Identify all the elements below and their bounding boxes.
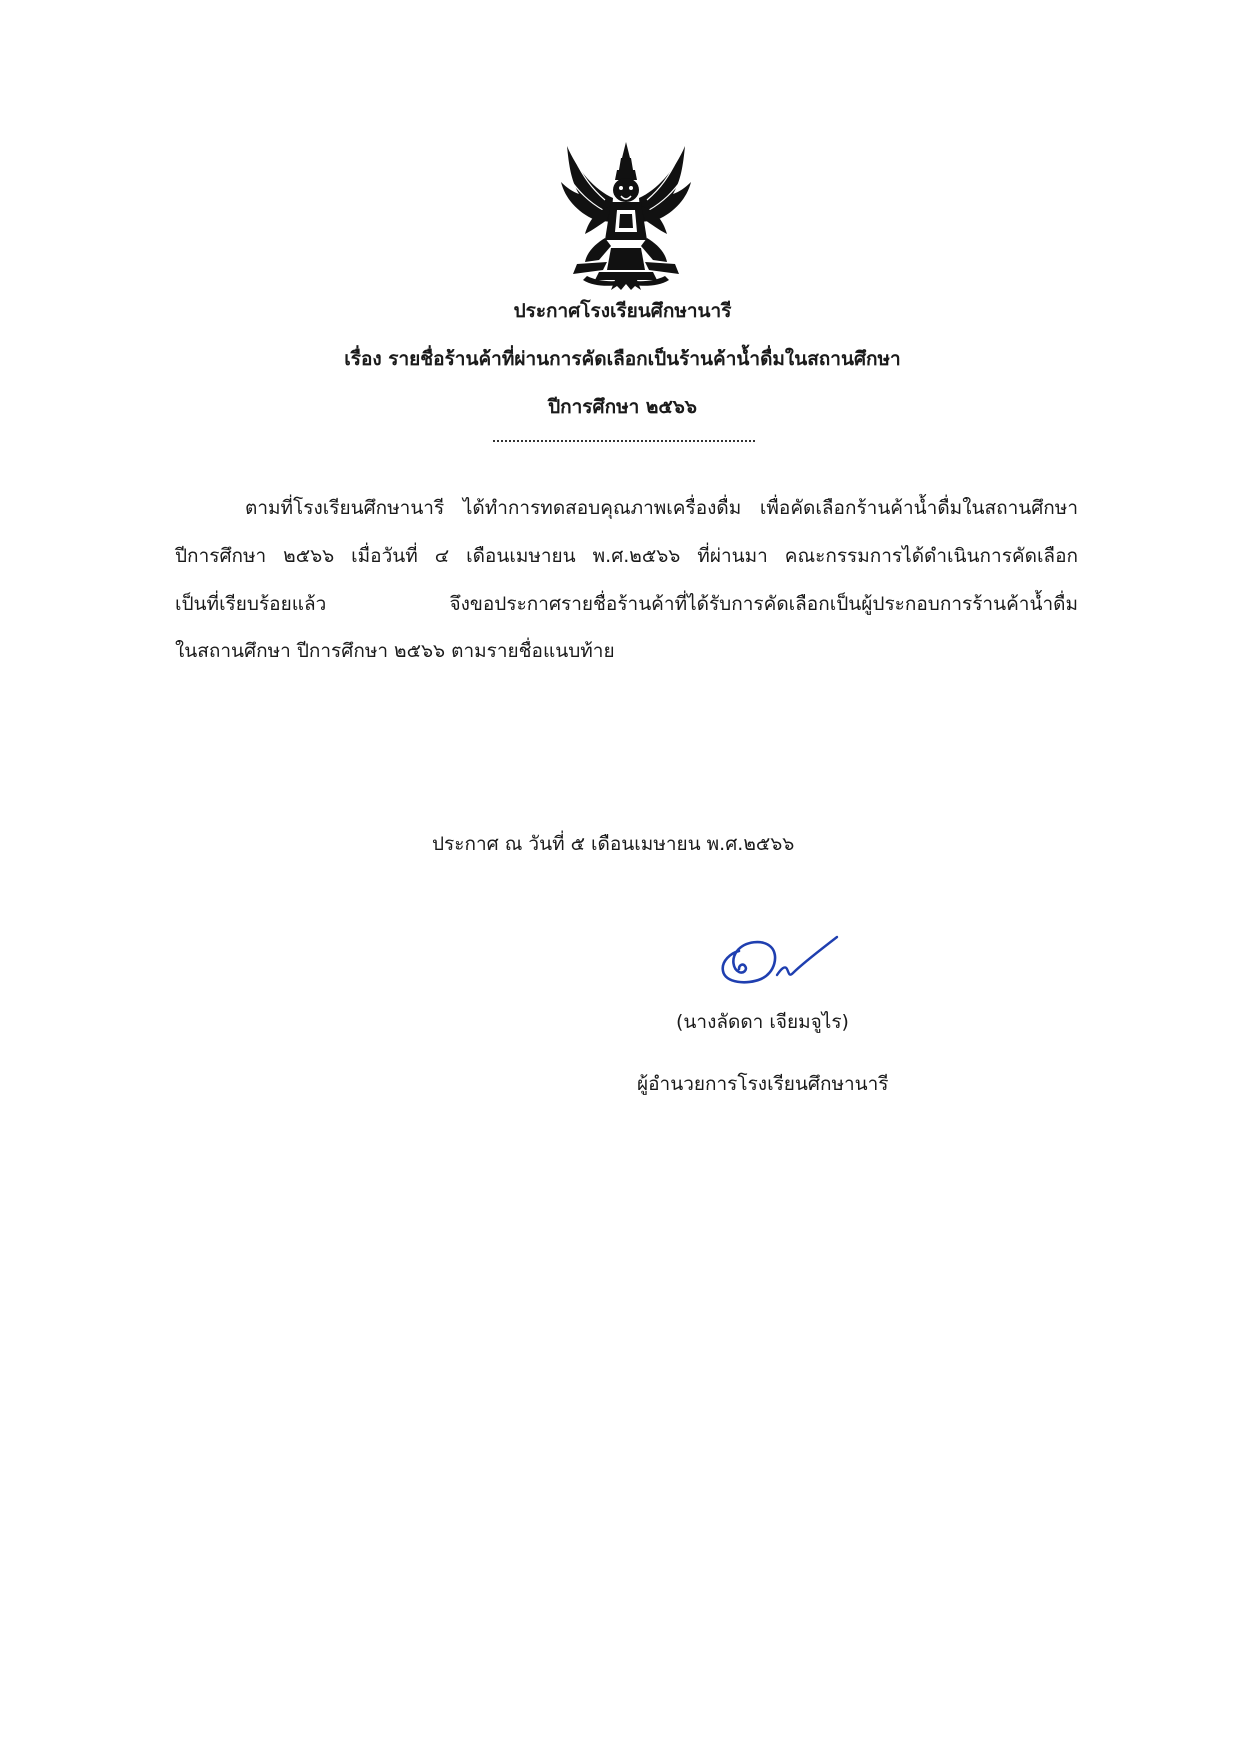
body-paragraph-line: เป็นที่เรียบร้อยแล้ว จึงขอประกาศรายชื่อร้านค้าที่ได้รับการคัดเลือกเป็นผู้ประกอบการร้านค้าน้ำดื่ม <box>175 593 1078 615</box>
garuda-emblem-icon <box>555 140 697 290</box>
handwritten-signature-icon <box>717 925 839 1003</box>
document-issuer: ประกาศโรงเรียนศึกษานารี <box>513 300 732 322</box>
document-academic-year: ปีการศึกษา ๒๕๖๖ <box>548 396 697 418</box>
heading-divider <box>493 440 755 442</box>
announcement-date: ประกาศ ณ วันที่ ๕ เดือนเมษายน พ.ศ.๒๕๖๖ <box>432 833 795 855</box>
body-paragraph-line: ในสถานศึกษา ปีการศึกษา ๒๕๖๖ ตามรายชื่อแนบท้าย <box>175 640 615 662</box>
body-paragraph-line: ปีการศึกษา ๒๕๖๖ เมื่อวันที่ ๔ เดือนเมษายน พ.ศ.๒๕๖๖ ที่ผ่านมา คณะกรรมการได้ดำเนินการคัดเลือก <box>175 545 1078 567</box>
body-paragraph-line: ตามที่โรงเรียนศึกษานารี ได้ทำการทดสอบคุณภาพเครื่องดื่ม เพื่อคัดเลือกร้านค้าน้ำดื่มในสถานศึกษา <box>245 497 1078 519</box>
document-subject: เรื่อง รายชื่อร้านค้าที่ผ่านการคัดเลือกเป็นร้านค้าน้ำดื่มในสถานศึกษา <box>344 348 901 370</box>
signer-name: (นางลัดดา เจียมจูไร) <box>676 1011 849 1033</box>
signer-position: ผู้อำนวยการโรงเรียนศึกษานารี <box>637 1073 889 1095</box>
